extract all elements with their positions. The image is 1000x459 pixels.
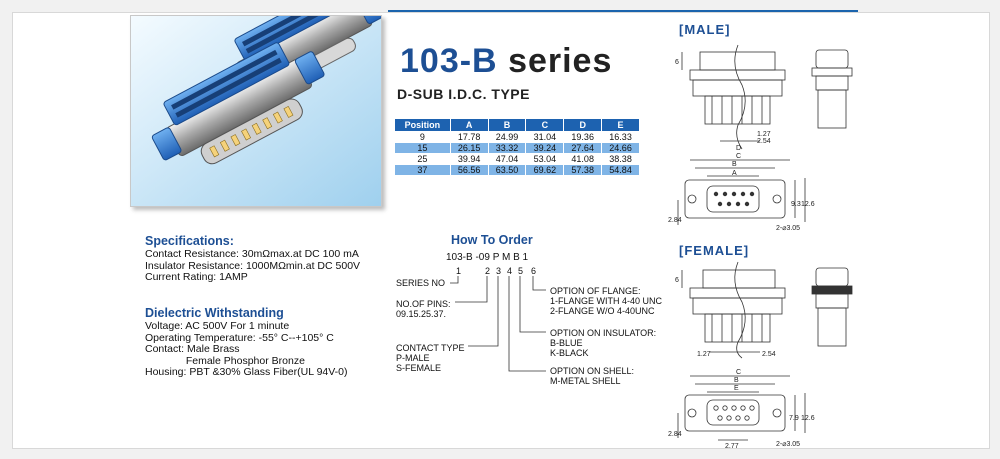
column-header: D	[564, 119, 602, 132]
spec-line: Voltage: AC 500V For 1 minute	[145, 320, 290, 332]
order-digit: 1	[456, 266, 462, 276]
spec-line: Insulator Resistance: 1000MΩmin.at DC 500V	[145, 259, 361, 272]
contact-male: P-MALE	[396, 353, 430, 363]
shell-metal: M-METAL SHELL	[550, 376, 621, 386]
contact-type-label: CONTACT TYPE	[396, 343, 465, 353]
dim-label: 12.6	[801, 415, 815, 422]
dim-label: 12.6	[801, 201, 815, 208]
insulator-black: K-BLACK	[550, 348, 589, 358]
dim-label: A	[732, 170, 737, 177]
dim-label: 6	[675, 59, 679, 66]
spec-line: Housing: PBT &30% Glass Fiber(UL 94V-0)	[145, 366, 348, 378]
shell-label: OPTION ON SHELL:	[550, 366, 635, 376]
table-cell: 56.56	[450, 165, 488, 176]
spec-line: Contact: Male Brass	[145, 343, 240, 355]
no-of-pins-label: NO.OF PINS:	[396, 299, 451, 309]
flange-option-1: 1-FLANGE WITH 4-40 UNC	[550, 296, 663, 306]
dim-label: 2.54	[762, 351, 776, 358]
spec-line: Current Rating: 1AMP	[145, 271, 248, 283]
dim-label: 2.77	[725, 443, 739, 450]
table-cell: 24.99	[488, 132, 526, 143]
dim-label: C	[736, 153, 742, 160]
column-header: Position	[395, 119, 451, 132]
table-cell: 33.32	[488, 143, 526, 154]
table-cell: 69.62	[526, 165, 564, 176]
table-cell: 19.36	[564, 132, 602, 143]
page-title: 103-B series	[400, 42, 613, 80]
dim-label: B	[734, 377, 739, 384]
dim-label: 2.84	[668, 217, 682, 224]
dielectric-heading: Dielectric Withstanding	[145, 306, 284, 320]
subtitle: D-SUB I.D.C. TYPE	[397, 86, 530, 102]
table-cell: 53.04	[526, 154, 564, 165]
table-cell: 54.84	[602, 165, 640, 176]
column-header: E	[602, 119, 640, 132]
table-cell: 63.50	[488, 165, 526, 176]
dim-label: B	[732, 161, 737, 168]
dim-label: 2.84	[668, 431, 682, 438]
dim-label: 2-⌀3.05	[776, 441, 801, 448]
table-cell: 37	[395, 165, 451, 176]
contact-female: S-FEMALE	[396, 363, 442, 373]
spec-line: Female Phosphor Bronze	[145, 354, 305, 367]
male-label: [MALE]	[679, 22, 731, 37]
pins-values: 09.15.25.37.	[396, 309, 447, 319]
insulator-blue: B-BLUE	[550, 338, 583, 348]
dim-label: 2.54	[757, 138, 771, 145]
specifications-heading: Specifications:	[145, 234, 234, 248]
table-cell: 9	[395, 132, 451, 143]
dim-label: 1.27	[697, 351, 711, 358]
order-digit: 2	[485, 266, 491, 276]
table-cell: 39.24	[526, 143, 564, 154]
order-digit: 5	[518, 266, 524, 276]
dim-label: 1.27	[757, 131, 771, 138]
dim-label: 6	[675, 277, 679, 284]
table-cell: 39.94	[450, 154, 488, 165]
dim-label: 2-⌀3.05	[776, 225, 801, 232]
table-cell: 24.66	[602, 143, 640, 154]
dim-label: C	[736, 369, 742, 376]
dim-label: E	[734, 385, 739, 392]
series-no-label: SERIES NO	[396, 278, 446, 288]
spec-line: Contact Resistance: 30mΩmax.at DC 100 mA	[145, 248, 359, 260]
table-cell: 26.15	[450, 143, 488, 154]
table-cell: 38.38	[602, 154, 640, 165]
female-label: [FEMALE]	[679, 243, 750, 258]
table-cell: 57.38	[564, 165, 602, 176]
column-header: B	[488, 119, 526, 132]
order-digit: 6	[531, 266, 537, 276]
flange-option-2: 2-FLANGE W/O 4-40UNC	[550, 306, 655, 316]
order-code: 103-B -09 P M B 1	[446, 252, 529, 263]
column-header: C	[526, 119, 564, 132]
how-to-order-heading: How To Order	[451, 233, 533, 247]
table-cell: 16.33	[602, 132, 640, 143]
spec-line: Operating Temperature: -55° C--+105° C	[145, 331, 334, 344]
dim-label: 9.3	[791, 201, 801, 208]
table-cell: 41.08	[564, 154, 602, 165]
table-cell: 31.04	[526, 132, 564, 143]
table-cell: 25	[395, 154, 451, 165]
dim-label: D	[736, 145, 742, 152]
order-digit: 4	[507, 266, 513, 276]
column-header: A	[450, 119, 488, 132]
insulator-label: OPTION ON INSULATOR:	[550, 328, 657, 338]
table-cell: 17.78	[450, 132, 488, 143]
table-cell: 27.64	[564, 143, 602, 154]
flange-label: OPTION OF FLANGE:	[550, 286, 641, 296]
order-digit: 3	[496, 266, 502, 276]
table-cell: 47.04	[488, 154, 526, 165]
dim-label: 7.9	[789, 415, 799, 422]
table-cell: 15	[395, 143, 451, 154]
